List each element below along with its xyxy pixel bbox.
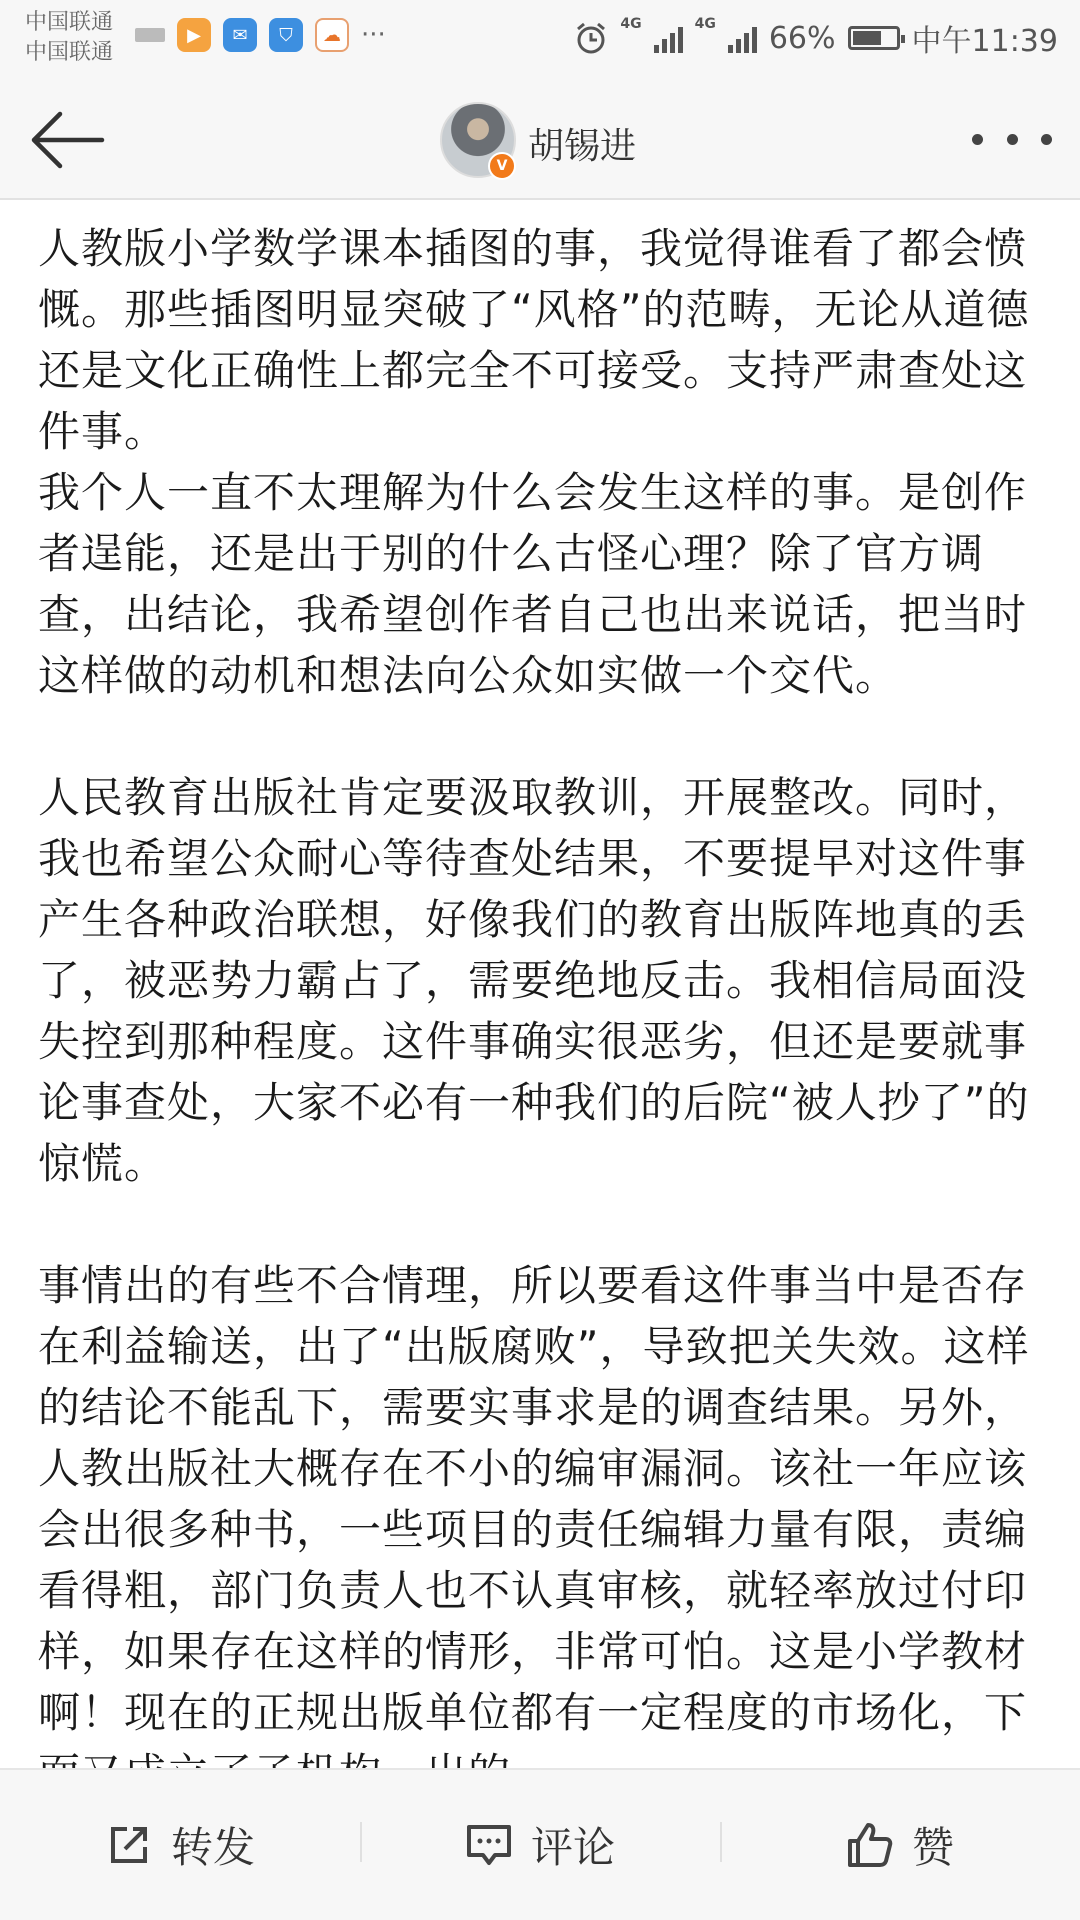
back-button[interactable]	[28, 106, 108, 174]
alarm-icon	[574, 21, 608, 55]
cloud-app-icon: ☁	[315, 18, 349, 52]
post-paragraph: 人民教育出版社肯定要汲取教训，开展整改。同时，我也希望公众耐心等待查处结果，不要提早对这件事产生各种政治联想，好像我们的教育出版阵地真的丢了，被恶势力霸占了，需要绝地反击。我相信局面没失控到那种程度。这件事确实很恶劣，但还是要就事论事查处，大家不必有一种我们的后院“被人抄了”的惊慌。	[38, 773, 1030, 1188]
post-paragraph: 人教版小学数学课本插图的事，我觉得谁看了都会愤慨。那些插图明显突破了“风格”的范畴，无论从道德还是文化正确性上都完全不可接受。支持严肃查处这件事。	[38, 224, 1030, 456]
notification-icons	[135, 18, 386, 52]
sim-icon	[135, 28, 165, 42]
battery-icon	[848, 26, 900, 50]
repost-button[interactable]	[0, 1770, 360, 1920]
more-options-button[interactable]	[972, 114, 1052, 164]
action-toolbar	[0, 1768, 1080, 1920]
like-button[interactable]	[720, 1770, 1080, 1920]
carrier-1: 中国联通	[25, 10, 114, 35]
status-right	[574, 16, 1058, 60]
back-arrow-icon	[28, 106, 108, 174]
battery-fill	[853, 31, 881, 45]
post-paragraph: 我个人一直不太理解为什么会发生这样的事。是创作者逞能，还是出于别的什么古怪心理？除了官方调查，出结论，我希望创作者自己也出来说话，把当时这样做的动机和想法向公众如实做一个交代。	[38, 468, 1028, 700]
nav-header	[0, 80, 1080, 200]
chat-app-icon: ✉	[223, 18, 257, 52]
post-content	[38, 218, 1048, 1768]
verified-badge-icon: V	[488, 152, 516, 180]
more-notifications-icon: ···	[361, 20, 386, 50]
status-bar	[0, 0, 1080, 80]
video-app-icon: ▶	[177, 18, 211, 52]
carrier-info	[25, 8, 113, 68]
carrier-2: 中国联通	[25, 40, 114, 65]
shield-app-icon: ⛉	[269, 18, 303, 52]
comment-button[interactable]	[360, 1770, 720, 1920]
dot-icon	[972, 134, 983, 145]
user-name[interactable]: 胡锡进	[528, 126, 637, 167]
post-paragraph: 事情出的有些不合情理，所以要看这件事当中是否存在利益输送，出了“出版腐败”，导致把关失效。这样的结论不能乱下，需要实事求是的调查结果。另外，人教出版社大概存在不小的编审漏洞。该社一年应该会出很多种书，一些项目的责任编辑力量有限，责编看得粗，部门负责人也不认真审核，就轻率放过付印样，如果存在这样的情形，非常可怕。这是小学教材啊！现在的正规出版单位都有一定程度的市场化，下	[38, 1261, 1030, 1737]
like-label: 赞	[911, 1823, 954, 1872]
signal-icon-2	[728, 23, 757, 53]
battery-percent: 66%	[768, 20, 836, 56]
clock: 中午11:39	[911, 24, 1058, 59]
thumbs-up-icon	[846, 1821, 894, 1869]
comment-label: 评论	[530, 1823, 615, 1872]
repost-icon	[105, 1821, 153, 1869]
network-type-2: 4G	[694, 16, 716, 32]
dot-icon	[1041, 134, 1052, 145]
comment-icon	[465, 1821, 513, 1869]
signal-icon-1	[654, 23, 683, 53]
network-type-1: 4G	[620, 16, 642, 32]
repost-label: 转发	[170, 1823, 255, 1872]
dot-icon	[1007, 134, 1018, 145]
